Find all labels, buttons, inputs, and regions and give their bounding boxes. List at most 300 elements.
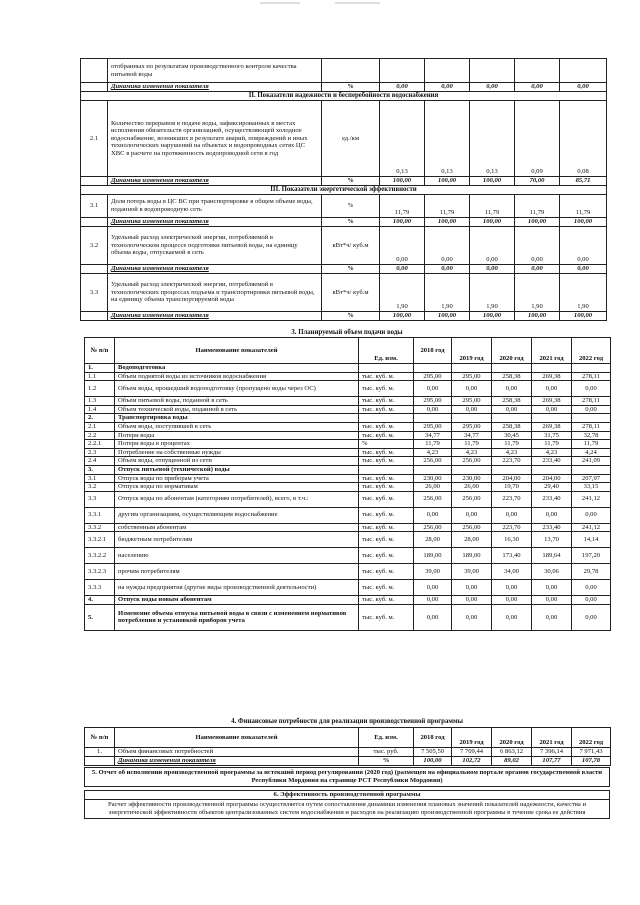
empty-cell <box>359 414 414 423</box>
column-header: 2020 год <box>492 338 532 364</box>
dynamics-row <box>81 177 607 186</box>
value-cell: 0,00 <box>492 381 532 397</box>
empty-cell <box>492 414 532 423</box>
empty-cell <box>452 414 492 423</box>
dynamics-row <box>81 218 607 227</box>
indicator-name: на нужды предприятия (другие виды производственной деятельности) <box>115 580 359 596</box>
table-row <box>85 748 611 757</box>
row-number: 3.3.2 <box>85 523 115 532</box>
table-row <box>81 274 607 312</box>
column-header: Ед. изм. <box>359 338 414 364</box>
indicator-name: Количество перерывов в подаче воды, зафиксированных в местах исполнения обязательств организацией, осуществляющей холодное водоснабжение, возникших в результате аварий, повреждений и иных технологических нарушений на объектах и водопроводных сетях ЦС ХВС в расчете на протяженность водопроводной сети в год <box>108 101 322 177</box>
value-cell: 278,11 <box>572 422 611 431</box>
value-cell: 100,00 <box>515 218 560 227</box>
column-header: 2020 год <box>492 728 532 748</box>
value-cell: 204,00 <box>532 474 572 483</box>
column-header: 2022 год <box>572 728 611 748</box>
table-row <box>85 483 611 492</box>
value-cell: 197,20 <box>572 548 611 564</box>
indicator-name: Объем технической воды, поданной в сеть <box>115 405 359 414</box>
unit-cell: % <box>322 177 380 186</box>
empty-cell <box>532 465 572 474</box>
table-header-row <box>85 728 611 748</box>
section-title: 6. Эффективность производственной программы <box>84 790 610 800</box>
value-cell: 11,79 <box>532 440 572 449</box>
value-cell: 256,00 <box>414 457 452 466</box>
empty-cell <box>492 364 532 373</box>
indicator-name: другим организациям, осуществляющим водоснабжение <box>115 507 359 523</box>
value-cell: 0,00 <box>560 265 607 274</box>
unit-cell: тыс. куб. м. <box>359 381 414 397</box>
unit-cell: тыс. куб. м. <box>359 548 414 564</box>
indicator-name: Потребление на собственные нужды <box>115 448 359 457</box>
value-cell: 0,00 <box>572 381 611 397</box>
table-row <box>85 564 611 580</box>
water-supply-plan-table <box>84 337 610 631</box>
empty-cell <box>414 465 452 474</box>
value-cell: 70,00 <box>515 177 560 186</box>
table-row <box>81 101 607 177</box>
value-cell: 11,79 <box>414 440 452 449</box>
indicator-name: Изменение объема отпуска питьевой воды в связи с изменением нормативов потребления и установкой приборов учета <box>115 604 359 630</box>
dynamics-label: Динамика изменения показателя <box>108 265 322 274</box>
row-number: 1.1 <box>85 372 115 381</box>
row-number: 2.2 <box>85 431 115 440</box>
value-cell: 241,12 <box>572 523 611 532</box>
unit-cell: % <box>359 757 414 766</box>
dynamics-label: Динамика изменения показателя <box>108 218 322 227</box>
unit-cell: % <box>322 218 380 227</box>
unit-cell: % <box>322 83 380 92</box>
row-number: 2.4 <box>85 457 115 466</box>
empty-cell <box>532 364 572 373</box>
value-cell: 0,00 <box>452 381 492 397</box>
value-cell: 7 396,14 <box>532 748 572 757</box>
value-cell: 0,00 <box>452 604 492 630</box>
value-cell: 0,00 <box>425 83 470 92</box>
value-cell: 7 505,50 <box>414 748 452 757</box>
row-number: 1.4 <box>85 405 115 414</box>
section-title: 4. Финансовые потребности для реализации производственной программы <box>231 718 463 725</box>
value-cell: 230,00 <box>452 474 492 483</box>
unit-cell: % <box>322 312 380 321</box>
value-cell: 0,00 <box>414 405 452 414</box>
unit-cell: тыс. куб. м. <box>359 397 414 406</box>
value-cell: 26,00 <box>414 483 452 492</box>
value-cell: 0,00 <box>572 507 611 523</box>
unit-cell: тыс. куб. м. <box>359 564 414 580</box>
value-cell: 0,00 <box>452 507 492 523</box>
value-cell: 0,00 <box>560 83 607 92</box>
empty-cell <box>572 465 611 474</box>
value-cell: 30,45 <box>492 431 532 440</box>
column-header: 2018 год <box>414 338 452 364</box>
row-number: 3.3.2.1 <box>85 532 115 548</box>
value-cell: 0,00 <box>515 227 560 265</box>
value-cell: 0,13 <box>380 101 425 177</box>
value-cell: 39,00 <box>414 564 452 580</box>
unit-cell: тыс. куб. м. <box>359 596 414 605</box>
indicator-name: Удельный расход электрической энергии, потребляемой в технологических процессах подъема и транспортировки питьевой воды, на единицу объема транспортируемой воды <box>108 274 322 312</box>
value-cell: 16,30 <box>492 532 532 548</box>
table-row <box>85 422 611 431</box>
value-cell: 89,02 <box>492 757 532 766</box>
column-header: 2022 год <box>572 338 611 364</box>
indicator-name: отобранных по результатам производственного контроля качества питьевой воды <box>108 59 322 83</box>
top-margin-marks <box>240 0 400 6</box>
unit-cell: тыс. куб. м. <box>359 491 414 507</box>
value-cell: 0,13 <box>470 101 515 177</box>
empty-cell <box>572 364 611 373</box>
value-cell: 0,00 <box>515 83 560 92</box>
value-cell: 28,00 <box>414 532 452 548</box>
value-cell: 256,00 <box>452 491 492 507</box>
value-cell: 0,00 <box>492 604 532 630</box>
value-cell: 0,00 <box>380 227 425 265</box>
row-number: 2.1 <box>85 422 115 431</box>
value-cell: 107,78 <box>572 757 611 766</box>
table-header-row <box>85 338 611 364</box>
value-cell: 256,00 <box>414 491 452 507</box>
value-cell: 0,00 <box>532 604 572 630</box>
value-cell: 0,00 <box>414 507 452 523</box>
indicator-name: Объем финансовых потребностей <box>115 748 359 757</box>
dynamics-row <box>81 312 607 321</box>
value-cell: 0,00 <box>380 265 425 274</box>
dynamics-row <box>81 265 607 274</box>
unit-cell: тыс. куб. м. <box>359 448 414 457</box>
section-title: II. Показатели надежности и бесперебойности водоснабжения <box>81 92 607 101</box>
value-cell: 223,70 <box>492 491 532 507</box>
section-label: Транспортировка воды <box>115 414 359 423</box>
value-cell: 295,00 <box>452 422 492 431</box>
value-cell: 0,00 <box>425 227 470 265</box>
indicator-name: Отпуск воды по нормативам <box>115 483 359 492</box>
value-cell: 28,00 <box>452 532 492 548</box>
value-cell: 0,00 <box>470 83 515 92</box>
unit-cell: кВт*ч/ куб.м <box>322 274 380 312</box>
table-row <box>85 440 611 449</box>
value-cell: 11,79 <box>380 195 425 218</box>
section-row <box>85 414 611 423</box>
value-cell: 278,11 <box>572 372 611 381</box>
value-cell: 85,71 <box>560 177 607 186</box>
indicator-name: Отпуск воды по абонентам (категориям потребителей), всего, в т.ч.: <box>115 491 359 507</box>
value-cell: 0,13 <box>425 101 470 177</box>
value-cell: 0,00 <box>515 265 560 274</box>
value-cell: 256,00 <box>414 523 452 532</box>
efficiency-text: Расчет эффективности производственной программы осуществляется путем сопоставления динамики изменения плановых значений показателей надежности, качества и энергетической эффективности объектов централизованных систем водоснабжения и расходов на реализацию производственной программы в течение срока ее действия <box>84 799 610 819</box>
column-header: 2021 год <box>532 338 572 364</box>
table-row <box>81 59 607 83</box>
value-cell: 4,23 <box>492 448 532 457</box>
value-cell: 4,23 <box>532 448 572 457</box>
indicator-name: бюджетным потребителям <box>115 532 359 548</box>
unit-cell: % <box>359 440 414 449</box>
value-cell: 31,75 <box>532 431 572 440</box>
table-row <box>85 431 611 440</box>
value-cell: 189,00 <box>452 548 492 564</box>
indicator-name: Объем воды, прошедший водоподготовку (пропущено воды через ОС) <box>115 381 359 397</box>
unit-cell: тыс. куб. м. <box>359 457 414 466</box>
value-cell: 189,00 <box>414 548 452 564</box>
value-cell: 0,09 <box>515 101 560 177</box>
unit-cell: тыс. куб. м. <box>359 523 414 532</box>
dynamics-label: Динамика изменения показателя <box>115 757 359 766</box>
section-row <box>85 364 611 373</box>
unit-cell: тыс. куб. м. <box>359 474 414 483</box>
value-cell: 11,79 <box>572 440 611 449</box>
table-row <box>85 457 611 466</box>
row-number: 5. <box>85 604 115 630</box>
value-cell: 295,00 <box>414 372 452 381</box>
column-header: 2018 год <box>414 728 452 748</box>
value-cell: 278,11 <box>572 397 611 406</box>
row-number: 3.1 <box>85 474 115 483</box>
indicator-name: прочим потребителям <box>115 564 359 580</box>
table-row <box>85 532 611 548</box>
value-cell: 258,38 <box>492 372 532 381</box>
value-cell: 258,38 <box>492 422 532 431</box>
value-cell: 11,79 <box>470 195 515 218</box>
dynamics-row <box>85 757 611 766</box>
value-cell: 1,90 <box>515 274 560 312</box>
value-cell: 100,00 <box>515 312 560 321</box>
value-cell: 0,00 <box>572 604 611 630</box>
unit-cell: % <box>322 265 380 274</box>
empty-cell <box>414 414 452 423</box>
value-cell: 34,77 <box>414 431 452 440</box>
value-cell: 19,70 <box>492 483 532 492</box>
unit-cell: тыс. куб. м. <box>359 604 414 630</box>
value-cell: 6 863,12 <box>492 748 532 757</box>
value-cell: 189,64 <box>532 548 572 564</box>
row-number: 1.3 <box>85 397 115 406</box>
table-row <box>85 448 611 457</box>
column-header: Ед. изм. <box>359 728 414 748</box>
value-cell: 11,79 <box>492 440 532 449</box>
table-row <box>85 397 611 406</box>
value-cell: 0,00 <box>492 580 532 596</box>
column-header: Наименование показателей <box>115 338 359 364</box>
row-number: 3.3.3 <box>85 580 115 596</box>
quality-indicators-table <box>80 58 606 321</box>
value-cell: 256,00 <box>452 457 492 466</box>
indicator-name: Потери воды <box>115 431 359 440</box>
indicator-name: собственным абонентам <box>115 523 359 532</box>
row-number: 3.3.2.2 <box>85 548 115 564</box>
value-cell: 0,00 <box>532 580 572 596</box>
value-cell: 29,78 <box>572 564 611 580</box>
value-cell: 0,00 <box>414 381 452 397</box>
dynamics-row <box>81 83 607 92</box>
value-cell: 100,00 <box>380 177 425 186</box>
column-header: Наименование показателей <box>115 728 359 748</box>
value-cell: 295,00 <box>452 397 492 406</box>
value-cell: 0,00 <box>572 596 611 605</box>
value-cell: 258,38 <box>492 397 532 406</box>
value-cell: 295,00 <box>414 397 452 406</box>
empty-cell <box>452 364 492 373</box>
value-cell: 100,00 <box>425 218 470 227</box>
row-number: 3.3.1 <box>85 507 115 523</box>
value-cell: 30,06 <box>532 564 572 580</box>
value-cell: 4,24 <box>572 448 611 457</box>
value-cell: 100,00 <box>380 312 425 321</box>
indicator-name: Объем воды, отпущенной из сети <box>115 457 359 466</box>
value-cell: 0,00 <box>560 227 607 265</box>
value-cell: 13,70 <box>532 532 572 548</box>
section-title: III. Показатели энергетической эффективности <box>81 186 607 195</box>
column-header: 2019 год <box>452 338 492 364</box>
column-header: № п/п <box>85 728 115 748</box>
value-cell: 1,90 <box>470 274 515 312</box>
value-cell: 11,79 <box>560 195 607 218</box>
dynamics-label: Динамика изменения показателя <box>108 312 322 321</box>
value-cell: 100,00 <box>470 312 515 321</box>
report-section-5: 5. Отчет об исполнении производственной программы за истекший период регулирования (2020 год) (размещен на официальном портале органов государственной власти Республики Мордовия на странице РСТ Республики Мордовия) <box>84 767 610 787</box>
value-cell: 100,00 <box>560 312 607 321</box>
value-cell: 100,00 <box>380 218 425 227</box>
value-cell: 0,00 <box>414 604 452 630</box>
row-number: 1.2 <box>85 381 115 397</box>
indicator-name: Отпуск воды по приборам учета <box>115 474 359 483</box>
value-cell: 233,40 <box>532 457 572 466</box>
unit-cell: тыс. куб. м. <box>359 580 414 596</box>
value-cell: 100,00 <box>470 177 515 186</box>
column-header: 2021 год <box>532 728 572 748</box>
value-cell: 173,40 <box>492 548 532 564</box>
value-cell: 107,77 <box>532 757 572 766</box>
value-cell: 0,08 <box>560 101 607 177</box>
value-cell: 204,00 <box>492 474 532 483</box>
value-cell: 0,00 <box>572 405 611 414</box>
table-row <box>85 580 611 596</box>
indicator-name: Объем питьевой воды, поданной в сеть <box>115 397 359 406</box>
row-number: 3.3.2.3 <box>85 564 115 580</box>
empty-cell <box>492 465 532 474</box>
unit-cell: тыс. куб. м. <box>359 422 414 431</box>
value-cell: 0,00 <box>414 596 452 605</box>
unit-cell: тыс. куб. м. <box>359 507 414 523</box>
value-cell: 0,00 <box>532 381 572 397</box>
row-number: 3.3 <box>81 274 108 312</box>
value-cell: 32,78 <box>572 431 611 440</box>
row-number: 3.2 <box>85 483 115 492</box>
row-number: 3. <box>85 465 115 474</box>
empty-cell <box>572 414 611 423</box>
value-cell: 100,00 <box>560 218 607 227</box>
empty-cell <box>359 465 414 474</box>
indicator-name: Отпуск воды новым абонентам <box>115 596 359 605</box>
value-cell: 241,12 <box>572 491 611 507</box>
indicator-name: населению <box>115 548 359 564</box>
value-cell: 0,00 <box>532 596 572 605</box>
row-number: 3.1 <box>81 195 108 218</box>
row-number: 2.1 <box>81 101 108 177</box>
row-number: 2.3 <box>85 448 115 457</box>
table-row <box>85 548 611 564</box>
unit-cell: ед./км <box>322 101 380 177</box>
value-cell: 7 971,43 <box>572 748 611 757</box>
indicator-name: Объем воды, поступившей в сеть <box>115 422 359 431</box>
value-cell: 207,97 <box>572 474 611 483</box>
row-number: 4. <box>85 596 115 605</box>
value-cell: 11,79 <box>452 440 492 449</box>
value-cell: 100,00 <box>414 757 452 766</box>
table-row <box>85 523 611 532</box>
value-cell: 0,00 <box>532 405 572 414</box>
empty-cell <box>532 414 572 423</box>
value-cell: 102,72 <box>452 757 492 766</box>
value-cell: 269,38 <box>532 372 572 381</box>
value-cell: 100,00 <box>425 177 470 186</box>
indicator-name: Объем поднятой воды из источников водоснабжения <box>115 372 359 381</box>
dynamics-label: Динамика изменения показателя <box>108 177 322 186</box>
section-header-row <box>81 92 607 101</box>
unit-cell: тыс. куб. м. <box>359 431 414 440</box>
row-number: 2. <box>85 414 115 423</box>
value-cell: 230,00 <box>414 474 452 483</box>
unit-cell: тыс. куб. м. <box>359 372 414 381</box>
column-header: № п/п <box>85 338 115 364</box>
value-cell: 0,00 <box>492 405 532 414</box>
column-header: 2019 год <box>452 728 492 748</box>
table-row <box>81 227 607 265</box>
value-cell: 1,90 <box>425 274 470 312</box>
value-cell: 0,00 <box>452 596 492 605</box>
section-row <box>85 465 611 474</box>
value-cell: 223,70 <box>492 523 532 532</box>
value-cell: 241,09 <box>572 457 611 466</box>
value-cell: 256,00 <box>452 523 492 532</box>
value-cell: 0,00 <box>380 83 425 92</box>
value-cell: 0,00 <box>470 227 515 265</box>
value-cell: 4,23 <box>414 448 452 457</box>
table-row <box>85 604 611 630</box>
table-row <box>85 491 611 507</box>
table-row <box>85 372 611 381</box>
value-cell: 1,90 <box>380 274 425 312</box>
row-number: 2.2.1 <box>85 440 115 449</box>
value-cell: 26,00 <box>452 483 492 492</box>
value-cell: 269,38 <box>532 422 572 431</box>
value-cell: 14,14 <box>572 532 611 548</box>
empty-cell <box>452 465 492 474</box>
empty-cell <box>414 364 452 373</box>
dynamics-label: Динамика изменения показателя <box>108 83 322 92</box>
financial-needs-table <box>84 727 610 766</box>
indicator-name: Удельный расход электрической энергии, потребляемой в технологическом процессе подготовки питьевой воды, на единицу объема воды, отпускаемой в сеть <box>108 227 322 265</box>
row-number: 3.3 <box>85 491 115 507</box>
value-cell: 0,00 <box>452 580 492 596</box>
value-cell: 0,00 <box>492 596 532 605</box>
row-number: 3.2 <box>81 227 108 265</box>
unit-cell: тыс. куб. м. <box>359 405 414 414</box>
unit-cell: % <box>322 195 380 218</box>
value-cell: 0,00 <box>470 265 515 274</box>
value-cell: 223,70 <box>492 457 532 466</box>
value-cell: 0,00 <box>414 580 452 596</box>
value-cell: 34,00 <box>492 564 532 580</box>
row-number: 1. <box>85 748 115 757</box>
value-cell: 1,90 <box>560 274 607 312</box>
indicator-name: Доля потерь воды в ЦС ВС при транспортировке в общем объеме воды, поданной в водопроводную сеть <box>108 195 322 218</box>
row-number: 1. <box>85 364 115 373</box>
value-cell: 233,40 <box>532 523 572 532</box>
table-row <box>81 195 607 218</box>
value-cell: 29,40 <box>532 483 572 492</box>
